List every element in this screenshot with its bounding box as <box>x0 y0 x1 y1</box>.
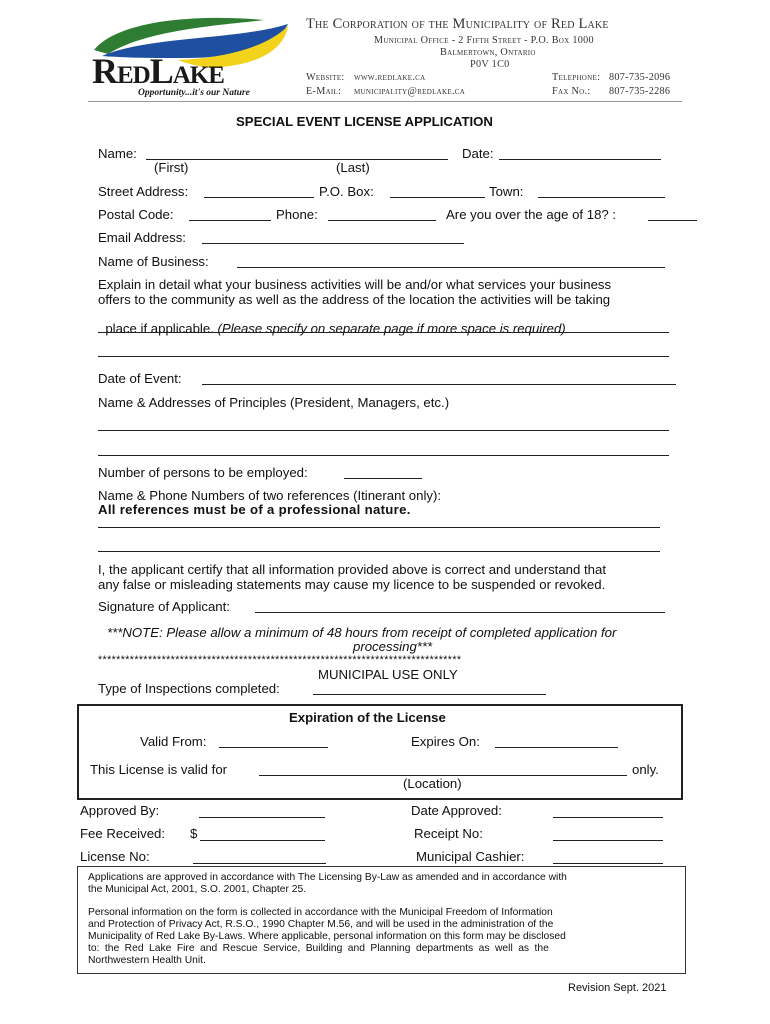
location-label: (Location) <box>403 776 462 791</box>
first-label: (First) <box>154 160 189 175</box>
logo-tagline: Opportunity...it's our Nature <box>138 88 250 98</box>
date-approved-label: Date Approved: <box>411 803 502 818</box>
certify-line2: any false or misleading statements may cause my licence to be suspended or revoked. <box>98 577 606 592</box>
pobox-label: P.O. Box: <box>319 184 374 199</box>
explain-line3-note: (Please specify on separate page if more space is required) <box>217 321 566 336</box>
notice-para2-line5: Northwestern Health Unit. <box>88 955 206 966</box>
references-field-1[interactable] <box>98 527 660 528</box>
revision-label: Revision Sept. 2021 <box>568 982 667 994</box>
business-label: Name of Business: <box>98 254 209 269</box>
cashier-label: Municipal Cashier: <box>416 849 525 864</box>
header-address-line2: Balmertown, Ontario <box>440 47 536 58</box>
header-address-line3: P0V 1C0 <box>470 59 510 70</box>
logo-word: RedLake <box>92 51 224 91</box>
notice-para1-line1: Applications are approved in accordance with The Licensing By-Law as amended and in accordance with <box>88 872 567 883</box>
valid-for-label: This License is valid for <box>90 762 228 777</box>
phone-label: Telephone: <box>552 72 601 83</box>
explain-line3-text: place if applicable. <box>105 321 218 336</box>
signature-label: Signature of Applicant: <box>98 599 230 614</box>
license-no-label: License No: <box>80 849 150 864</box>
email-value[interactable]: municipality@redlake.ca <box>354 86 466 97</box>
license-no-field[interactable] <box>193 863 326 864</box>
logo <box>88 14 294 100</box>
fee-currency: $ <box>190 826 198 841</box>
email-field-label: Email Address: <box>98 230 186 245</box>
principles-field-2[interactable] <box>98 455 669 456</box>
only-label: only. <box>632 762 659 777</box>
references-note: All references must be of a professional nature. <box>98 502 411 517</box>
name-field[interactable] <box>146 159 448 160</box>
certify-line1: I, the applicant certify that all information provided above is correct and understand that <box>98 562 607 577</box>
phone-field-label: Phone: <box>276 207 318 222</box>
stars-divider: ******************************************************************************** <box>98 654 462 666</box>
expires-on-label: Expires On: <box>411 734 480 749</box>
inspections-field[interactable] <box>313 694 546 695</box>
town-label: Town: <box>489 184 524 199</box>
event-date-label: Date of Event: <box>98 371 182 386</box>
fee-field[interactable] <box>200 840 325 841</box>
receipt-label: Receipt No: <box>414 826 483 841</box>
notice-para1-line2: the Municipal Act, 2001, S.O. 2001, Chapter 25. <box>88 884 307 895</box>
age-field[interactable] <box>648 220 697 221</box>
phone-value: 807-735-2096 <box>609 72 671 83</box>
employed-label: Number of persons to be employed: <box>98 465 308 480</box>
notice-para2-line2: and Protection of Privacy Act, R.S.O., 1990 Chapter M.56, and will be used in the administration of the <box>88 919 554 930</box>
fee-label: Fee Received: <box>80 826 166 841</box>
town-field[interactable] <box>538 197 665 198</box>
notice-para2-line3: Municipality of Red Lake By-Laws. Where applicable, personal information on this form may be disclosed <box>88 931 566 942</box>
principles-field-1[interactable] <box>98 430 669 431</box>
receipt-field[interactable] <box>553 840 663 841</box>
explain-line2: offers to the community as well as the address of the location the activities will be taking <box>98 292 611 307</box>
principles-label: Name & Addresses of Principles (President, Managers, etc.) <box>98 395 450 410</box>
signature-field[interactable] <box>255 612 665 613</box>
street-field[interactable] <box>204 197 314 198</box>
references-field-2[interactable] <box>98 551 660 552</box>
valid-from-field[interactable] <box>219 747 328 748</box>
explain-line1: Explain in detail what your business activities will be and/or what services your business <box>98 277 612 292</box>
header-divider <box>88 101 682 102</box>
explain-field-1[interactable] <box>98 332 669 333</box>
header-address-line1: Municipal Office - 2 Fifth Street - P.O. Box 1000 <box>374 35 594 46</box>
name-label: Name: <box>98 146 137 161</box>
note-line1: ***NOTE: Please allow a minimum of 48 hours from receipt of completed application for <box>107 625 617 640</box>
street-label: Street Address: <box>98 184 189 199</box>
email-label: E-Mail: <box>306 86 342 97</box>
date-label: Date: <box>462 146 494 161</box>
fax-value: 807-735-2286 <box>609 86 671 97</box>
last-label: (Last) <box>336 160 370 175</box>
expiration-title: Expiration of the License <box>289 710 446 725</box>
pobox-field[interactable] <box>390 197 485 198</box>
note-line2: processing*** <box>353 639 433 654</box>
approved-by-field[interactable] <box>199 817 325 818</box>
approved-by-label: Approved By: <box>80 803 160 818</box>
form-title: SPECIAL EVENT LICENSE APPLICATION <box>236 114 493 129</box>
explain-field-2[interactable] <box>98 356 669 357</box>
inspections-label: Type of Inspections completed: <box>98 681 280 696</box>
website-label: Website: <box>306 72 345 83</box>
employed-field[interactable] <box>344 478 422 479</box>
header-title: The Corporation of the Municipality of Red Lake <box>306 16 609 32</box>
references-label: Name & Phone Numbers of two references (Itinerant only): <box>98 488 442 503</box>
event-date-field[interactable] <box>202 384 676 385</box>
phone-field[interactable] <box>328 220 436 221</box>
notice-para2-line4: to: the Red Lake Fire and Rescue Service, Building and Planning departments as well as the <box>88 943 549 954</box>
website-value[interactable]: www.redlake.ca <box>354 72 426 83</box>
date-approved-field[interactable] <box>553 817 663 818</box>
age-label: Are you over the age of 18? : <box>446 207 617 222</box>
postal-label: Postal Code: <box>98 207 174 222</box>
date-field[interactable] <box>499 159 661 160</box>
municipal-use-heading: MUNICIPAL USE ONLY <box>318 667 458 682</box>
valid-from-label: Valid From: <box>140 734 207 749</box>
expires-on-field[interactable] <box>495 747 618 748</box>
fax-label: Fax No.: <box>552 86 591 97</box>
email-field[interactable] <box>202 243 464 244</box>
business-field[interactable] <box>237 267 665 268</box>
notice-para2-line1: Personal information on the form is collected in accordance with the Municipal Freedom of Information <box>88 907 553 918</box>
cashier-field[interactable] <box>553 863 663 864</box>
postal-field[interactable] <box>189 220 271 221</box>
